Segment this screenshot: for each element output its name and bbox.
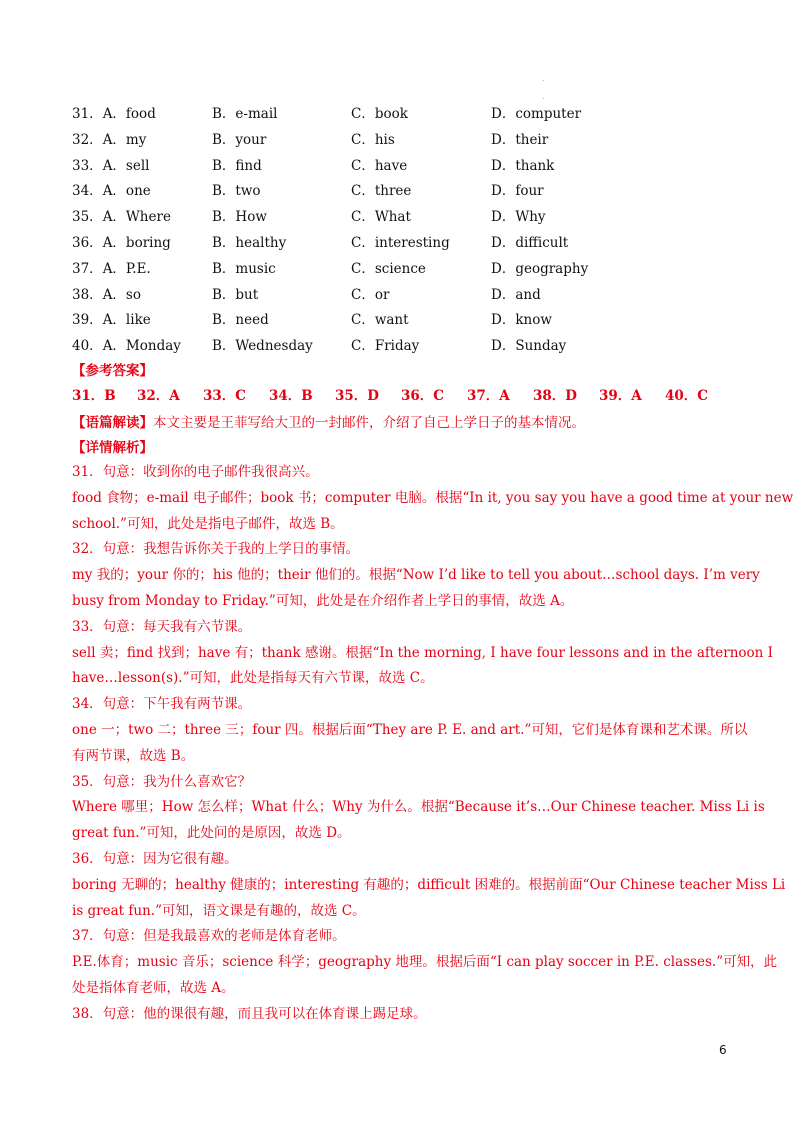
option-a: A．one <box>102 183 151 200</box>
option-a: A．boring <box>102 235 171 251</box>
question-options-row <box>0 181 800 207</box>
answer-item: 36．C <box>401 388 445 404</box>
answer-item: 38．D <box>533 388 577 404</box>
question-number: 35． <box>72 209 103 226</box>
option-b: B．find <box>212 157 262 174</box>
explanation-line: 32．句意：我想告诉你关于我的上学日的事情。 <box>72 541 360 558</box>
option-d: D．and <box>491 286 541 303</box>
option-a: A．P.E. <box>102 260 151 277</box>
option-a-cell <box>72 156 150 176</box>
question-number: 38． <box>72 286 103 303</box>
option-c: C．Friday <box>351 338 420 355</box>
option-b: B．need <box>212 312 269 329</box>
option-b: B．your <box>212 131 267 148</box>
passage-summary-text: 本文主要是王菲写给大卫的一封邮件，介绍了自己上学日子的基本情况。 <box>153 415 585 431</box>
option-b: B．How <box>212 209 267 226</box>
answer-item: 32．A <box>137 388 180 404</box>
passage-summary <box>72 413 732 433</box>
option-a-cell <box>72 181 151 201</box>
option-d: D．difficult <box>491 235 569 251</box>
option-a-cell <box>72 104 156 124</box>
explanation-line: 36．句意：因为它很有趣。 <box>72 851 238 867</box>
answer-item: 40．C <box>665 388 709 404</box>
option-d: D．geography <box>491 260 589 277</box>
option-a-cell <box>72 336 181 356</box>
explanation-line: 处是指体育老师，故选 A。 <box>72 980 235 996</box>
answer-item: 39．A <box>599 388 642 404</box>
option-c: C．have <box>351 157 408 174</box>
explanation-line: food 食物；e-mail 电子邮件；book 书；computer 电脑。根据“In it, you say you have a good time at your new <box>72 489 794 506</box>
answer-item: 34．B <box>269 388 313 404</box>
option-b: B．e-mail <box>212 106 278 122</box>
question-options-row <box>0 259 800 285</box>
question-number: 34． <box>72 183 103 200</box>
detail-heading: 【详情解析】 <box>72 440 153 456</box>
option-d: D．their <box>491 131 549 148</box>
option-b: B．Wednesday <box>212 338 313 355</box>
option-a: A．Where <box>102 209 171 226</box>
explanation-line: have…lesson(s).”可知，此处是指每天有六节课，故选 C。 <box>72 670 434 687</box>
explanation-line: 37．句意：但是我最喜欢的老师是体育老师。 <box>72 928 346 945</box>
option-b: B．music <box>212 260 276 277</box>
option-d: D．Why <box>491 209 546 226</box>
answer-key-row <box>0 386 800 408</box>
question-number: 32． <box>72 131 103 148</box>
option-a: A．my <box>102 131 147 148</box>
option-a: A．food <box>102 106 156 122</box>
option-c: C．science <box>351 260 426 277</box>
explanation-line: one 一；two 二；three 三；four 四。根据后面“They are P. E. and art.”可知，它们是体育课和艺术课。所以 <box>72 722 748 738</box>
explanation-line: is great fun.”可知，语文课是有趣的，故选 C。 <box>72 902 366 919</box>
option-a-cell <box>72 130 146 150</box>
explanation-line: 34．句意：下午我有两节课。 <box>72 696 252 713</box>
explanation-line: 33．句意：每天我有六节课。 <box>72 618 252 635</box>
option-d: D．four <box>491 183 544 200</box>
option-a: A．sell <box>102 157 150 174</box>
explanation-line: busy from Monday to Friday.”可知，此处是在介绍作者上学日的事情，故选 A。 <box>72 593 574 609</box>
explanation-line: 有两节课，故选 B。 <box>72 747 195 764</box>
answer-item: 31．B <box>72 388 116 404</box>
option-d: D．Sunday <box>491 338 567 355</box>
scan-dot: . <box>542 92 545 101</box>
option-a-cell <box>72 285 141 305</box>
explanation-line: 38．句意：他的课很有趣，而且我可以在体育课上踢足球。 <box>72 1005 427 1022</box>
question-options-row <box>0 233 800 259</box>
question-options-row <box>0 285 800 311</box>
option-a-cell <box>72 207 171 227</box>
question-options-row <box>0 156 800 182</box>
page-number: 6 <box>719 1043 727 1057</box>
option-d: D．thank <box>491 157 555 174</box>
option-c: C．book <box>351 106 408 122</box>
question-number: 33． <box>72 157 103 174</box>
question-options-row <box>0 130 800 156</box>
option-c: C．or <box>351 286 390 303</box>
explanation-line: 31．句意：收到你的电子邮件我很高兴。 <box>72 464 319 480</box>
option-b: B．two <box>212 183 261 200</box>
option-a: A．like <box>102 312 151 329</box>
question-number: 36． <box>72 235 103 251</box>
explanation-line: Where 哪里；How 怎么样；What 什么；Why 为什么。根据“Because it’s…Our Chinese teacher. Miss Li is <box>72 799 765 816</box>
question-number: 37． <box>72 260 103 277</box>
question-options-row <box>0 104 800 130</box>
option-a: A．so <box>102 286 141 303</box>
option-c: C．his <box>351 131 395 148</box>
question-options-row <box>0 207 800 233</box>
explanation-line: sell 卖；find 找到；have 有；thank 感谢。根据“In the morning, I have four lessons and in the afternoon I <box>72 644 773 661</box>
question-number: 40． <box>72 338 103 355</box>
question-options-row <box>0 310 800 336</box>
option-a: A．Monday <box>102 338 181 355</box>
explanation-line: my 我的；your 你的；his 他的；their 他们的。根据“Now I’d like to tell you about…school days. I’m very <box>72 567 760 584</box>
option-d: D．know <box>491 312 552 329</box>
explanation-line: P.E.体育；music 音乐；science 科学；geography 地理。根据后面“I can play soccer in P.E. classes.”可知，此 <box>72 954 778 971</box>
option-d: D．computer <box>491 106 582 122</box>
option-c: C．three <box>351 183 412 200</box>
explanation-line: boring 无聊的；healthy 健康的；interesting 有趣的；difficult 困难的。根据前面“Our Chinese teacher Miss Li <box>72 876 786 893</box>
option-a-cell <box>72 310 151 330</box>
answer-item: 37．A <box>467 388 510 404</box>
option-a-cell <box>72 259 151 279</box>
question-number: 31． <box>72 106 103 122</box>
passage-summary-label: 【语篇解读】 <box>72 415 153 431</box>
answer-item: 33．C <box>203 388 247 404</box>
option-b: B．but <box>212 286 259 303</box>
option-a-cell <box>72 233 171 253</box>
scan-dot: . <box>542 74 545 83</box>
answer-key-heading: 【参考答案】 <box>72 363 153 379</box>
question-options-row <box>0 336 800 362</box>
option-c: C．want <box>351 312 409 329</box>
explanation-line: school.”可知，此处是指电子邮件，故选 B。 <box>72 515 344 532</box>
explanation-line: 35．句意：我为什么喜欢它？ <box>72 773 252 790</box>
explanation-line: great fun.”可知，此处问的是原因，故选 D。 <box>72 825 351 842</box>
option-b: B．healthy <box>212 235 287 251</box>
option-c: C．interesting <box>351 235 450 251</box>
question-number: 39． <box>72 312 103 329</box>
answer-item: 35．D <box>335 388 379 404</box>
option-c: C．What <box>351 209 411 226</box>
